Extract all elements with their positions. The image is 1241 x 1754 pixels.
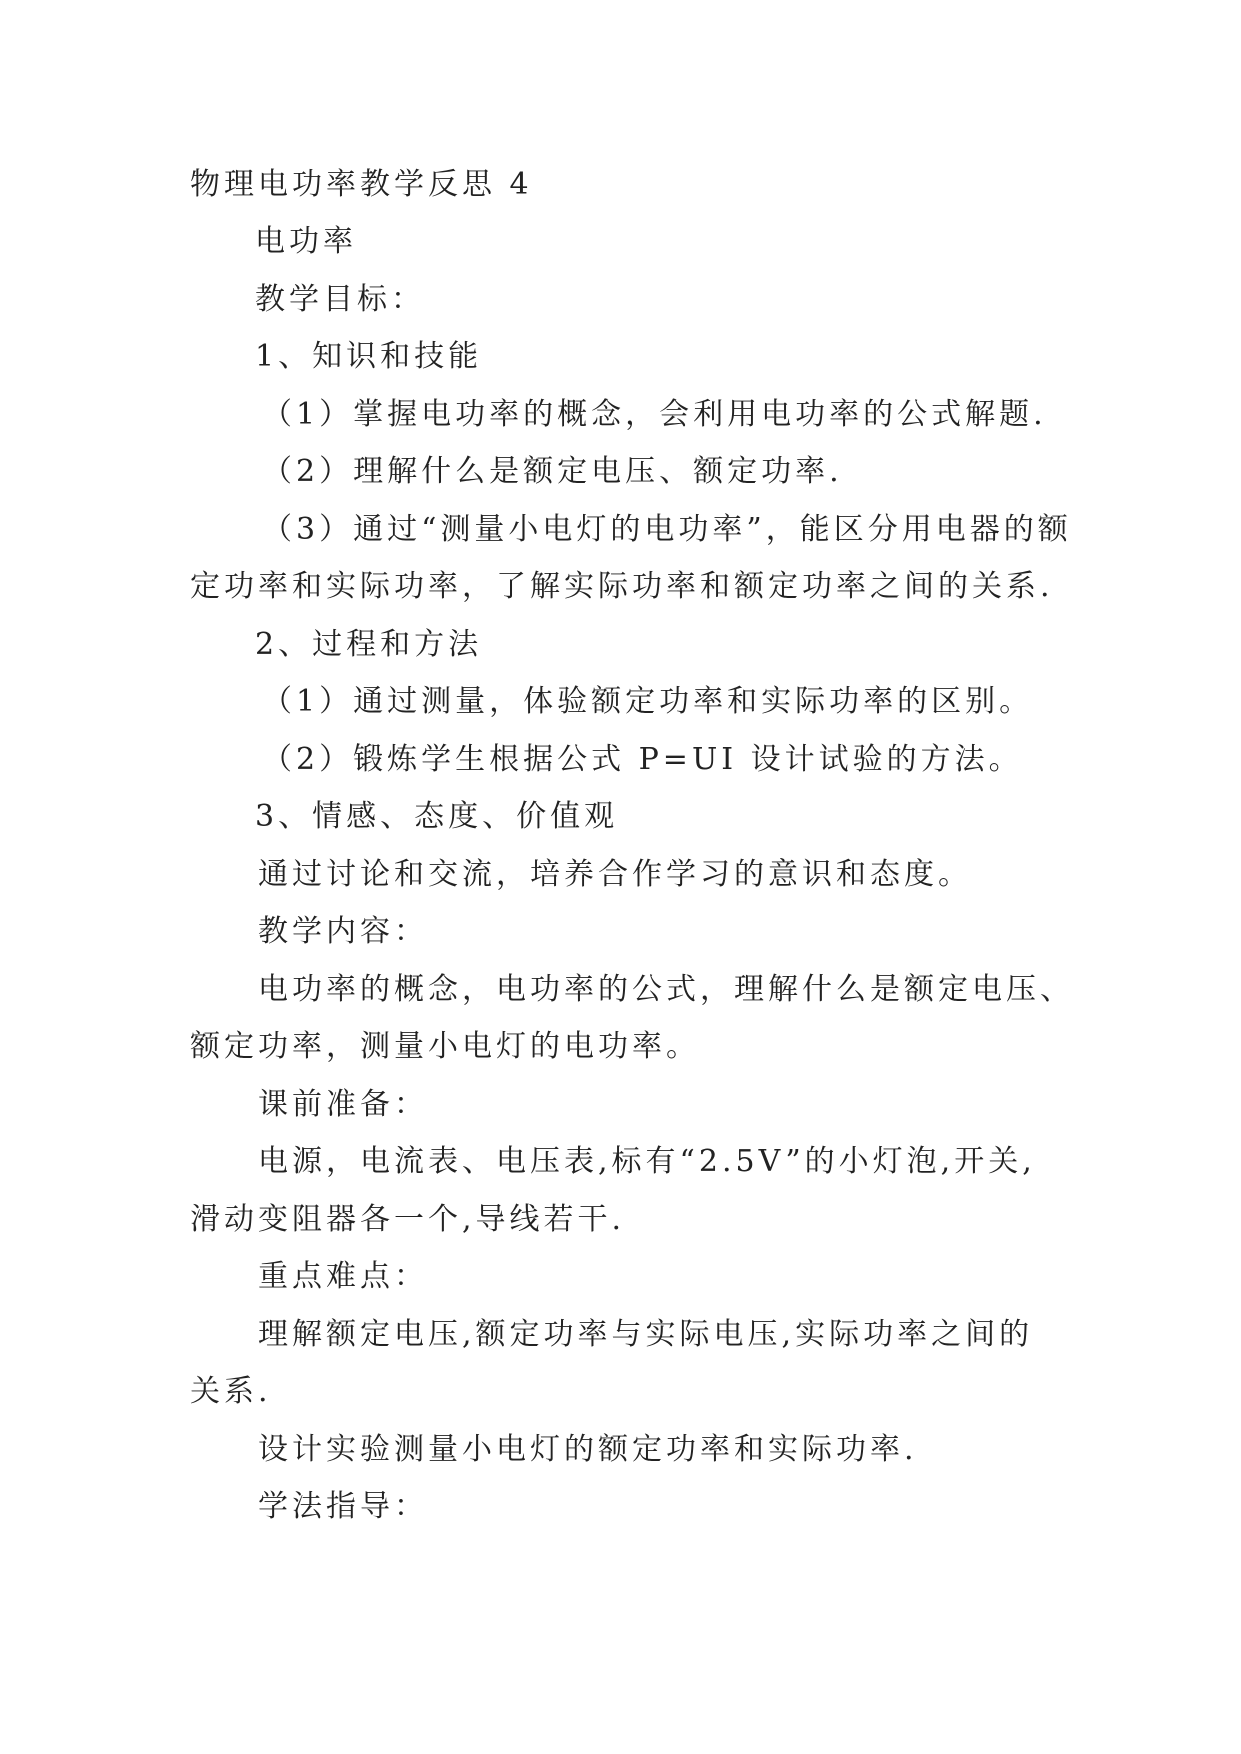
subsection-heading: 2、过程和方法	[255, 627, 483, 662]
document-title: 物理电功率教学反思 4	[190, 167, 533, 202]
paragraph-line: （2）理解什么是额定电压、额定功率.	[262, 454, 843, 489]
paragraph-line: （1）掌握电功率的概念，会利用电功率的公式解题.	[262, 397, 1047, 432]
paragraph-line: 关系.	[190, 1374, 272, 1409]
paragraph-line: 滑动变阻器各一个,导线若干.	[190, 1202, 626, 1237]
subsection-heading: 1、知识和技能	[255, 339, 483, 374]
paragraph-line: （3）通过“测量小电灯的电功率”，能区分用电器的额	[262, 512, 1072, 547]
paragraph-line: （1）通过测量，体验额定功率和实际功率的区别。	[262, 684, 1034, 719]
section-heading: 教学内容：	[258, 914, 428, 949]
paragraph-line: 通过讨论和交流，培养合作学习的意识和态度。	[258, 857, 972, 892]
section-heading: 课前准备：	[258, 1087, 428, 1122]
paragraph-line: （2）锻炼学生根据公式 P=UI 设计试验的方法。	[262, 742, 1023, 777]
paragraph-line: 电源，电流表、电压表,标有“2.5V”的小灯泡,开关,	[258, 1144, 1036, 1179]
section-heading: 教学目标：	[255, 282, 425, 317]
section-heading: 学法指导：	[258, 1489, 428, 1524]
paragraph-line: 设计实验测量小电灯的额定功率和实际功率.	[258, 1432, 918, 1467]
paragraph-line: 电功率的概念，电功率的公式，理解什么是额定电压、	[258, 972, 1074, 1007]
paragraph-line: 额定功率，测量小电灯的电功率。	[190, 1029, 700, 1064]
section-heading: 电功率	[255, 224, 357, 259]
subsection-heading: 3、情感、态度、价值观	[255, 799, 619, 834]
paragraph-line: 定功率和实际功率，了解实际功率和额定功率之间的关系.	[190, 569, 1054, 604]
section-heading: 重点难点：	[258, 1259, 428, 1294]
paragraph-line: 理解额定电压,额定功率与实际电压,实际功率之间的	[258, 1317, 1034, 1352]
